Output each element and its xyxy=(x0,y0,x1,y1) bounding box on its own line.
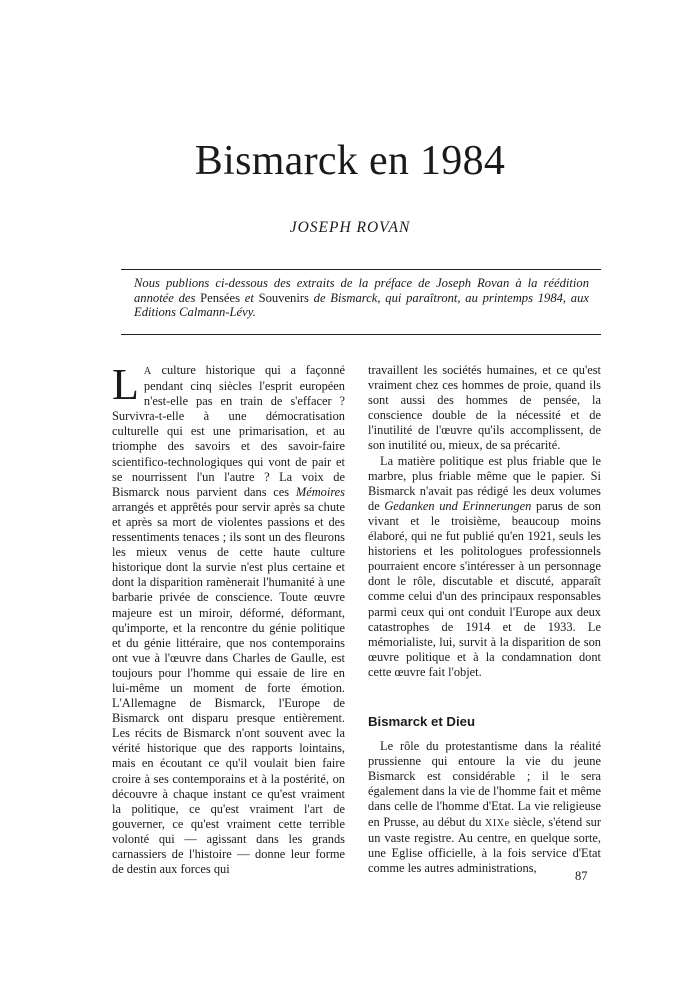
italic-title-memoires: Mémoires xyxy=(295,484,345,499)
right-column xyxy=(368,363,601,876)
paragraph-text: La matière politique est plus friable que le marbre, plus friable même que le papier. Si Bismarck n'avait pas rédigé les deux volumes de xyxy=(368,453,601,513)
left-column xyxy=(112,360,345,877)
paragraph-text: arrangés et apprêtés pour servir après sa chute et après sa mort de violentes passions et des ressentiments tenaces ; ils sont un des fleurons les mieux venus de cette haute culture historique dont la survie n'est plus certaine et dont la disparition ramènerait l'humanité à une barbarie privée de conscience. Toute œuvre majeure est un miroir, déformé, déformant, qu'importe, et la rencontre du génie politique et du génie littéraire, que nos contemporains ont vue à l'œuvre dans Charles de Gaulle, est toujours pour l'homme qui essaie de lire en lui-même un moment de forte émotion. L'Allemagne de Bismarck, l'Europe de Bismarck ont disparu presque entièrement. Les récits de Bismarck n'ont souvent avec la vérité historique que des rapports lointains, mais en écoutant ce qu'il voulait bien faire croire à ses contemporains et à la postérité, on découvre à chaque instant ce qu'est vraiment la politique, ce qu'est vraiment l'art de gouverner, ce qu'est vraiment cette terrible volonté qui — agissant dans les grands carnassiers de l'histoire — donne leur forme de destin aux forces qui xyxy=(112,499,345,877)
article-author: JOSEPH ROVAN xyxy=(289,219,411,236)
paragraph xyxy=(368,739,601,876)
drop-cap: L xyxy=(112,360,139,409)
intro-top-rule xyxy=(121,269,601,270)
century-small-caps: XIXe xyxy=(485,817,510,829)
paragraph-text: siècle, s'étend sur un vaste registre. Au centre, en quelque sorte, une Eglise officielle, à la fois service d'Etat comme les autres administrations, xyxy=(368,814,601,875)
intro-text-3: de Bismarck, qui paraîtront, au printemps 1984, aux Editions Calmann-Lévy. xyxy=(134,290,589,320)
intro-text-2: et xyxy=(240,290,259,305)
paragraph xyxy=(112,360,345,877)
intro-title-pensees: Pensées xyxy=(200,290,240,305)
paragraph-text: parus de son vivant et le troisième, beaucoup moins élaboré, qui ne fut publié qu'en 1921, seuls les historiens et les politologues professionnels pourraient encore s'intéresser à un personnage dont le rôle, discutable et discuté, apparaît comme celui d'un des principaux responsables parmi ceux qui ont conduit l'Europe aux deux catastrophes de 1914 et de 1933. Le mémorialiste, lui, survit à la disparition de son œuvre politique et à la condamnation dont cette œuvre fait l'objet. xyxy=(368,498,602,679)
intro-text-1: Nous publions ci-dessous des extraits de la préface de Joseph Rovan à la réédition annotée des xyxy=(134,276,589,305)
intro-title-souvenirs: Souvenirs xyxy=(258,290,309,305)
small-caps-lead: A xyxy=(143,366,152,377)
paragraph: travaillent les sociétés humaines, et ce qu'est vraiment chez ces hommes de proie, quand ils sont aussi des hommes de pensée, la conscience double de la nécessité et de l'inutilité de l'œuvre qu'ils accomplissent, de son inutilité ou, mieux, de sa précarité. xyxy=(368,363,601,453)
page-number: 87 xyxy=(575,869,588,883)
paragraph-text: culture historique qui a façonné pendant cinq siècles l'esprit européen n'est-elle pas en train de s'effacer ? Survivra-t-elle à une démocratisation culturelle qui est une primarisation, et au triomphe des savoirs et des savoir-faire scientifico-technologiques qui vont de pair et se nourrissent l'un l'autre ? La voix de Bismarck nous parvient dans ces xyxy=(112,363,345,499)
intro-note xyxy=(134,276,589,320)
paragraph-text: Le rôle du protestantisme dans la réalité prussienne qui entoure la vie du jeune Bismarck est considérable ; il le sera également dans la vie de l'homme fait et même dans celle de l'homme d'Etat. La vie religieuse en Prusse, au début du xyxy=(368,739,601,829)
article-title: Bismarck en 1984 xyxy=(194,138,506,184)
italic-title-gedanken: Gedanken und Erinnerungen xyxy=(384,498,532,513)
paragraph xyxy=(368,454,601,680)
section-heading: Bismarck et Dieu xyxy=(368,713,476,729)
intro-bottom-rule xyxy=(121,334,601,335)
